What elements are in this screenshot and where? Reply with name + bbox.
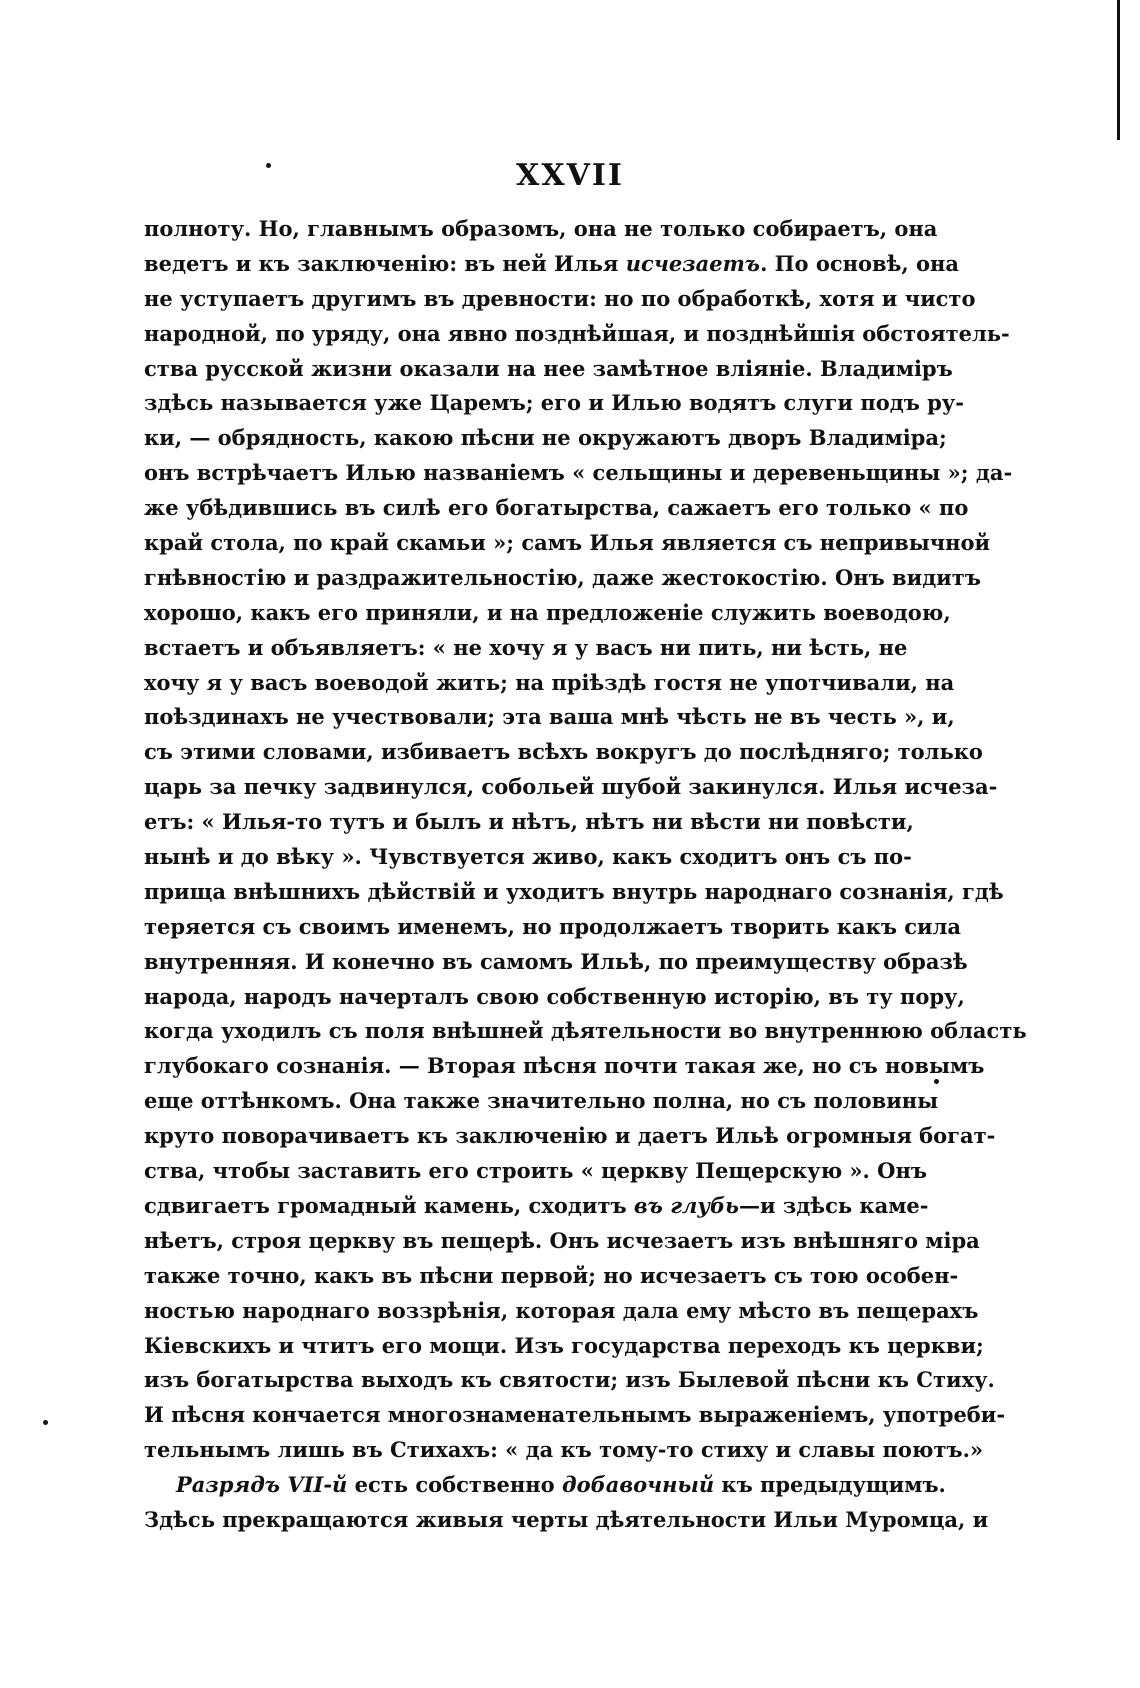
text-run: здѣсь называется уже Царемъ; его и Илью водятъ слуги подъ ру-: [144, 390, 964, 416]
text-run: изъ богатырства выходъ къ святости; изъ Былевой пѣсни къ Стиху.: [144, 1367, 995, 1393]
text-line: [144, 212, 938, 247]
text-line: [144, 1259, 959, 1294]
text-line: [144, 282, 976, 317]
text-run: же убѣдившись въ силѣ его богатырства, сажаетъ его только « по: [144, 495, 969, 521]
scan-edge-rule: [1117, 0, 1120, 140]
text-run: прища внѣшнихъ дѣйствій и уходитъ внутрь народнаго сознанія, гдѣ: [144, 878, 1004, 904]
text-run: И пѣсня кончается многознаменательнымъ выраженіемъ, употреби-: [144, 1402, 1006, 1428]
body-text: [144, 212, 1027, 1538]
text-run: ки, — обрядность, какою пѣсни не окружаютъ дворъ Владиміра;: [144, 425, 947, 451]
text-run: царь за печку задвинулся, собольей шубой закинулся. Илья исчеза-: [144, 774, 998, 800]
italic-run: исчезаетъ: [625, 250, 761, 276]
text-line: [144, 561, 981, 596]
text-run: ведетъ и къ заключенію: въ ней Илья: [144, 250, 626, 276]
text-run: полноту. Но, главнымъ образомъ, она не только собираетъ, она: [144, 216, 938, 241]
scan-speck: [934, 1079, 939, 1084]
text-line: [144, 735, 983, 770]
text-run: край стола, по край скамьи »; самъ Илья является съ непривычной: [144, 530, 991, 556]
text-run: . По основѣ, она: [760, 250, 959, 276]
paragraph-2: [144, 1468, 989, 1538]
text-run: етъ: « Илья-то тутъ и былъ и нѣтъ, нѣтъ ни вѣсти ни повѣсти,: [144, 809, 914, 835]
text-line: [144, 1084, 939, 1119]
text-run: онъ встрѣчаетъ Илью названіемъ « сельщины и деревеньщины »; да-: [144, 460, 1013, 486]
text-line: [144, 1189, 929, 1224]
text-run: поѣздинахъ не учествовали; эта ваша мнѣ чѣсть не въ честь », и,: [144, 704, 955, 730]
text-run: еще оттѣнкомъ. Она также значительно полна, но съ половины: [144, 1088, 939, 1114]
text-line: [144, 1363, 995, 1398]
text-run: круто поворачиваетъ къ заключенію и даетъ Ильѣ огромныя богат-: [144, 1123, 996, 1149]
text-run: нынѣ и до вѣку ». Чувствуется живо, какъ сходитъ онъ съ по-: [144, 844, 912, 870]
text-line: [144, 526, 991, 561]
italic-run: Разрядъ VII-й: [176, 1472, 348, 1498]
text-line: [144, 352, 953, 387]
page-number: XXVII: [516, 158, 624, 193]
text-line: [144, 910, 962, 945]
text-line: [144, 1398, 1006, 1433]
text-run: къ предыдущимъ.: [714, 1472, 946, 1498]
text-run: тельнымъ лишь въ Стихахъ: « да къ тому-то стиху и славы поютъ.»: [144, 1437, 984, 1463]
paragraph-1: [144, 212, 1027, 1468]
italic-run: добавочный: [561, 1472, 715, 1498]
text-line: [144, 1433, 984, 1468]
text-line: [144, 421, 947, 456]
text-line: [144, 1154, 927, 1189]
text-run: теряется съ своимъ именемъ, но продолжаетъ творить какъ сила: [144, 913, 962, 939]
text-run: хочу я у васъ воеводой жить; на пріѣздѣ гостя не употчивали, на: [144, 669, 955, 695]
text-line: [144, 386, 964, 421]
text-run: Кіевскихъ и чтитъ его мощи. Изъ государства переходъ къ церкви;: [144, 1332, 984, 1358]
text-line: [144, 1294, 979, 1329]
text-run: есть собственно: [347, 1472, 562, 1498]
text-run: народа, народъ начерталъ свою собственную исторію, въ ту пору,: [144, 983, 965, 1009]
text-run: народной, по уряду, она явно позднѣйшая, и позднѣйшія обстоятель-: [144, 320, 1010, 346]
text-line: [144, 1503, 989, 1538]
text-line: [144, 1224, 980, 1259]
text-line: [144, 596, 951, 631]
text-run: ностью народнаго воззрѣнія, которая дала ему мѣсто въ пещерахъ: [144, 1297, 979, 1323]
text-run: также точно, какъ въ пѣсни первой; но исчезаетъ съ тою особен-: [144, 1262, 959, 1288]
text-run: Здѣсь прекращаются живыя черты дѣятельности Ильи Муромца, и: [144, 1506, 989, 1532]
text-line: [144, 840, 912, 875]
text-line: [144, 247, 959, 282]
text-line: [144, 491, 969, 526]
text-line: [144, 317, 1010, 352]
text-run: внутренняя. И конечно въ самомъ Ильѣ, по преимуществу образѣ: [144, 948, 968, 974]
text-line: [144, 631, 908, 666]
text-line: [144, 875, 1004, 910]
text-run: глубокаго сознанія. — Вторая пѣсня почти такая же, но съ новымъ: [144, 1053, 985, 1079]
text-line: [144, 980, 965, 1015]
text-run: сдвигаетъ громадный камень, сходитъ: [144, 1192, 634, 1218]
text-line: [144, 700, 955, 735]
italic-run: въ глубь: [633, 1192, 740, 1218]
text-run: встаетъ и объявляетъ: « не хочу я у васъ ни пить, ни ѣсть, не: [144, 634, 908, 660]
text-run: гнѣвностію и раздражительностію, даже жестокостію. Онъ видитъ: [144, 564, 981, 590]
scan-speck: [43, 1420, 48, 1425]
text-run: ства, чтобы заставить его строить « церкву Пещерскую ». Онъ: [144, 1158, 927, 1184]
text-run: хорошо, какъ его приняли, и на предложеніе служить воеводою,: [144, 599, 951, 625]
text-run: нѣетъ, строя церкву въ пещерѣ. Онъ исчезаетъ изъ внѣшняго міра: [144, 1227, 980, 1253]
text-line: [144, 666, 955, 701]
text-line: [144, 945, 968, 980]
text-run: съ этими словами, избиваетъ всѣхъ вокругъ до послѣдняго; только: [144, 739, 983, 765]
text-line: [144, 456, 1013, 491]
text-line: [144, 1329, 984, 1364]
text-run: когда уходилъ съ поля внѣшней дѣятельности во внутреннюю область: [144, 1018, 1027, 1044]
text-run: не уступаетъ другимъ въ древности: но по обработкѣ, хотя и чисто: [144, 285, 976, 311]
text-line: [144, 1468, 946, 1503]
text-line: [144, 1049, 985, 1084]
text-run: —и здѣсь каме-: [739, 1192, 929, 1218]
text-line: [144, 1014, 1027, 1049]
text-line: [144, 770, 998, 805]
text-run: ства русской жизни оказали на нее замѣтное вліяніе. Владиміръ: [144, 355, 953, 381]
text-line: [144, 805, 914, 840]
text-line: [144, 1119, 996, 1154]
